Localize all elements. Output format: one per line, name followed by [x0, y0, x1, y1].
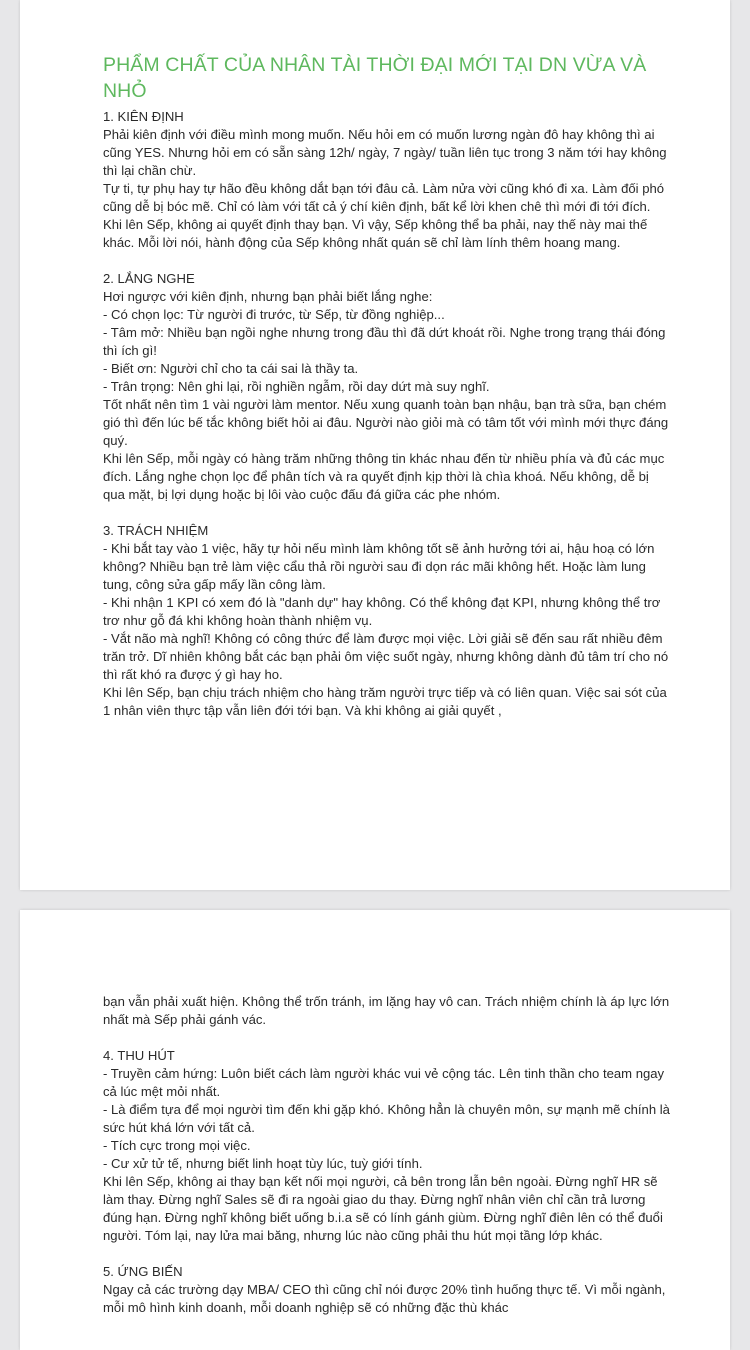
paragraph-gap	[103, 504, 673, 522]
section-heading-1: 1. KIÊN ĐỊNH	[103, 109, 184, 124]
section-body-4: - Truyền cảm hứng: Luôn biết cách làm người khác vui vẻ cộng tác. Lên tinh thần cho team ngay cả lúc mệt mỏi nhất. - Là điểm tựa để mọi người tìm đến khi gặp khó. Không hẳn là chuyên môn, sự mạnh mẽ chính là sức hút khá lớn với tất cả. - Tích cực trong mọi việc. - Cư xử tử tế, nhưng biết linh hoạt tùy lúc, tuỳ giới tính. Khi lên Sếp, không ai thay bạn kết nối mọi người, cả bên trong lẫn bên ngoài. Đừng nghĩ HR sẽ làm thay. Đừng nghĩ Sales sẽ đi ra ngoài giao du thay. Đừng nghĩ nhân viên chỉ cần trả lương đúng hạn. Đừng nghĩ không biết uống b.i.a sẽ có lính gánh giùm. Đừng nghĩ điên lên có thể đuổi người. Tóm lại, nay lửa mai băng, nhưng lúc nào cũng phải thu hút mọi tầng lớp khác.	[103, 1066, 670, 1243]
paragraph-gap	[103, 1245, 673, 1263]
section-heading-3: 3. TRÁCH NHIỆM	[103, 523, 209, 538]
paragraph-gap	[103, 1029, 673, 1047]
page-1-content	[103, 52, 673, 720]
document-page-1	[20, 0, 730, 890]
section-heading-5: 5. ỨNG BIẾN	[103, 1264, 183, 1279]
section-continuation: bạn vẫn phải xuất hiện. Không thể trốn tránh, im lặng hay vô can. Trách nhiệm chính là áp lực lớn nhất mà Sếp phải gánh vác.	[103, 994, 670, 1027]
paragraph-gap	[103, 252, 673, 270]
page-2-content	[103, 993, 673, 1317]
document-title: PHẨM CHẤT CỦA NHÂN TÀI THỜI ĐẠI MỚI TẠI DN VỪA VÀ NHỎ	[103, 54, 647, 102]
section-body-2: Hơi ngược với kiên định, nhưng bạn phải biết lắng nghe: - Có chọn lọc: Từ người đi trước, từ Sếp, từ đồng nghiệp... - Tâm mở: Nhiều bạn ngồi nghe nhưng trong đầu thì đã dứt khoát rồi. Nghe trong trạng thái đóng thì ích gì! - Biết ơn: Người chỉ cho ta cái sai là thầy ta. - Trân trọng: Nên ghi lại, rồi nghiền ngẫm, rồi day dứt mà suy nghĩ. Tốt nhất nên tìm 1 vài người làm mentor. Nếu xung quanh toàn bạn nhậu, bạn trà sữa, bạn chém gió thì đến lúc bế tắc không biết hỏi ai đâu. Người nào giỏi mà có tâm tốt với mình mới thực đáng quý. Khi lên Sếp, mỗi ngày có hàng trăm những thông tin khác nhau đến từ nhiều phía và đủ các mục đích. Lắng nghe chọn lọc để phân tích và ra quyết định kịp thời là chìa khoá. Nếu không, dễ bị qua mặt, bị lợi dụng hoặc bị lôi vào cuộc đấu đá giữa các phe nhóm.	[103, 289, 669, 502]
section-body-3: - Khi bắt tay vào 1 việc, hãy tự hỏi nếu mình làm không tốt sẽ ảnh hưởng tới ai, hậu hoạ có lớn không? Nhiều bạn trẻ làm việc cẩu thả rồi người sau đi dọn rác mãi không hết. Hoặc làm lung tung, công sửa gấp mấy lần công làm. - Khi nhận 1 KPI có xem đó là "danh dự" hay không. Có thể không đạt KPI, nhưng không thể trơ trơ như gỗ đá khi không hoàn thành nhiệm vụ. - Vắt não mà nghĩ! Không có công thức để làm được mọi việc. Lời giải sẽ đến sau rất nhiều đêm trăn trở. Dĩ nhiên không bắt các bạn phải ôm việc suốt ngày, nhưng không dành đủ tâm trí cho nó thì rất khó ra được ý gì hay ho. Khi lên Sếp, bạn chịu trách nhiệm cho hàng trăm người trực tiếp và có liên quan. Việc sai sót của 1 nhân viên thực tập vẫn liên đới tới bạn. Và khi không ai giải quyết ,	[103, 541, 669, 718]
section-body-1: Phải kiên định với điều mình mong muốn. Nếu hỏi em có muốn lương ngàn đô hay không thì ai cũng YES. Nhưng hỏi em có sẵn sàng 12h/ ngày, 7 ngày/ tuần liên tục trong 3 năm tới hay không thì lại chần chừ. Tự ti, tự phụ hay tự hão đều không dắt bạn tới đâu cả. Làm nửa vời cũng khó đi xa. Làm đối phó cũng dễ bị bóc mẽ. Chỉ có làm với tất cả ý chí kiên định, bất kể lời khen chê thì mới đi tới đích. Khi lên Sếp, không ai quyết định thay bạn. Vì vậy, Sếp không thể ba phải, nay thế này mai thế khác. Mỗi lời nói, hành động của Sếp không nhất quán sẽ chỉ làm lính thêm hoang mang.	[103, 127, 667, 250]
document-page-2	[20, 910, 730, 1350]
section-heading-2: 2. LẮNG NGHE	[103, 271, 195, 286]
section-heading-4: 4. THU HÚT	[103, 1048, 175, 1063]
section-body-5: Ngay cả các trường dạy MBA/ CEO thì cũng chỉ nói được 20% tình huống thực tế. Vì mỗi ngành, mỗi mô hình kinh doanh, mỗi doanh nghiệp sẽ có những đặc thù khác	[103, 1282, 666, 1315]
